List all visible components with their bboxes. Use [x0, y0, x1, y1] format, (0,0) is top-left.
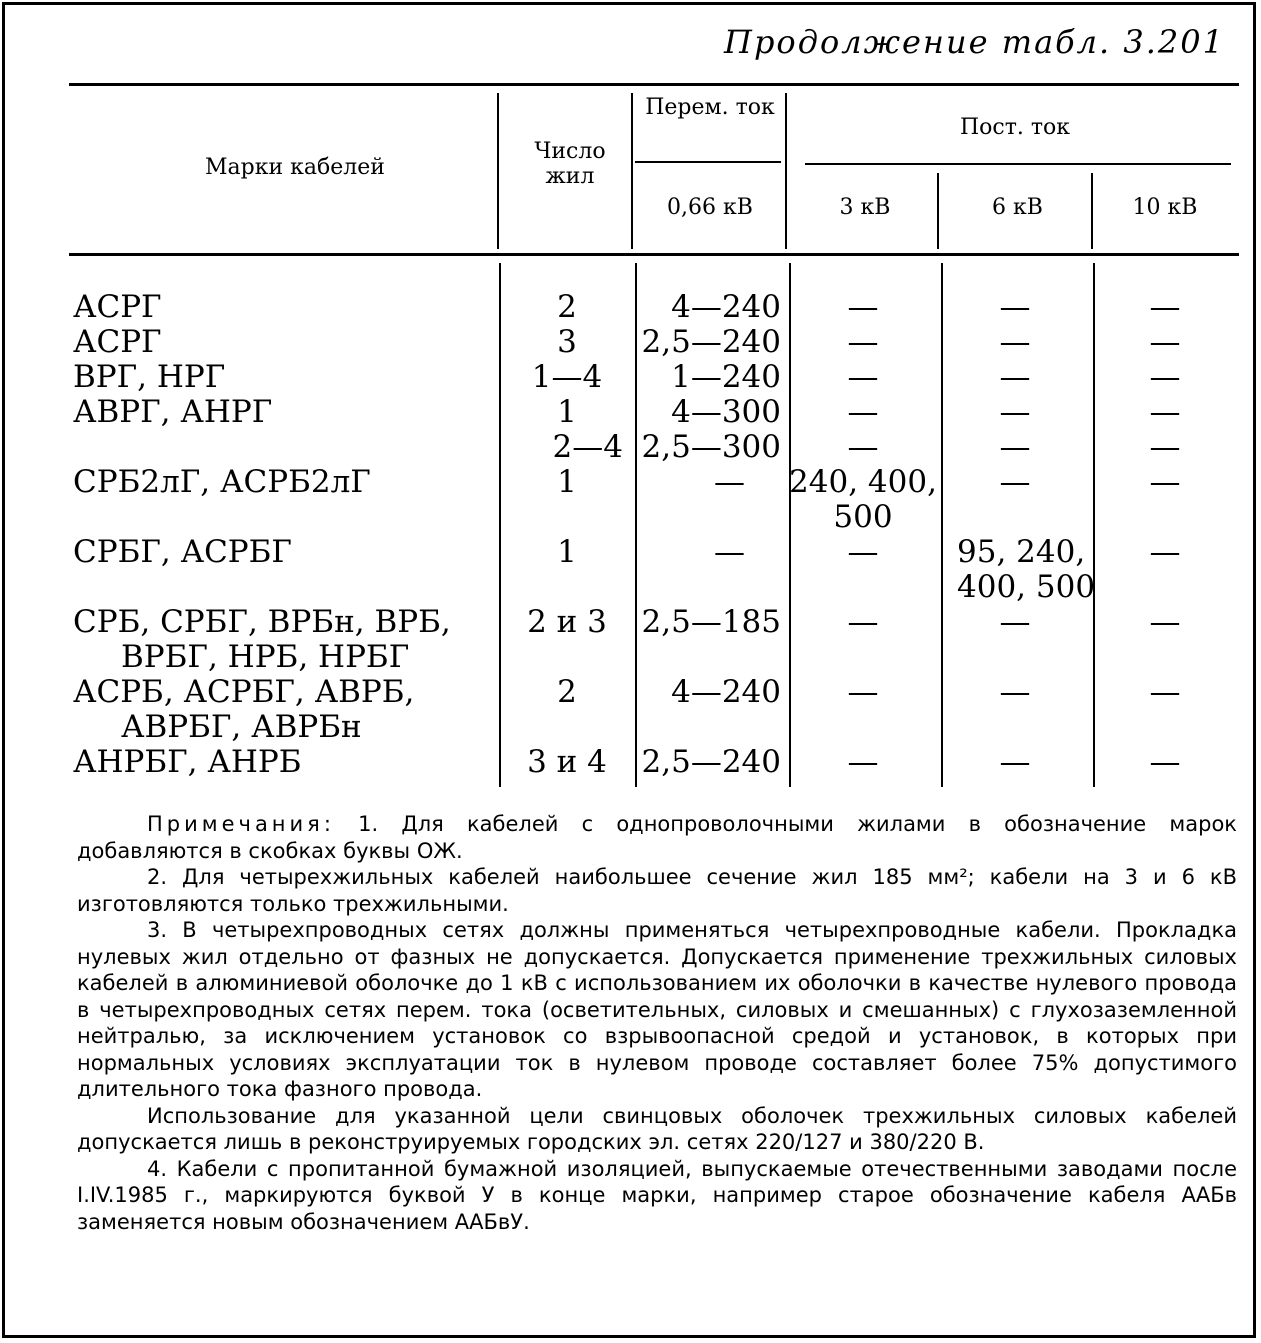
header-cores: Число жил — [534, 139, 606, 190]
dc3-cell: — — [847, 394, 879, 430]
cores-cell: 2—4 — [552, 429, 623, 465]
dc6-cell: — — [999, 429, 1031, 465]
dc3-cell: — — [847, 429, 879, 465]
table-row — [69, 395, 1239, 430]
cores-cell: 1 — [557, 464, 577, 500]
dc6-cell: — — [999, 464, 1031, 500]
table-top-rule — [69, 83, 1239, 86]
notes-section — [77, 811, 1237, 1235]
header-dc-10: 10 кВ — [1132, 195, 1198, 220]
dc6-cell-line2: 400, 500 — [957, 569, 1096, 605]
dc10-cell: — — [1149, 674, 1181, 710]
header-ac-066: 0,66 кВ — [667, 195, 753, 220]
brand-cell: АСРБ, АСРБГ, АВРБ, — [73, 674, 415, 710]
table-body — [69, 290, 1239, 780]
dc3-cell: — — [847, 674, 879, 710]
dc3-cell-line2: 500 — [833, 499, 893, 535]
cores-cell: 1—4 — [531, 359, 603, 395]
table-row — [69, 675, 1239, 745]
document-page — [2, 2, 1256, 1338]
header-ac-group: Перем. ток — [645, 95, 775, 120]
dc6-cell: — — [999, 394, 1031, 430]
table-row — [69, 290, 1239, 325]
dc3-cell: — — [847, 359, 879, 395]
dc6-cell: — — [999, 604, 1031, 640]
table-header-rule — [69, 253, 1239, 256]
header-brand: Марки кабелей — [205, 155, 385, 180]
header-dc-6: 6 кВ — [992, 195, 1043, 220]
dc10-cell: — — [1149, 744, 1181, 780]
dc3-cell: 240, 400, — [789, 464, 937, 500]
brand-cell-line2: АВРБГ, АВРБн — [121, 709, 362, 745]
dc10-cell: — — [1149, 464, 1181, 500]
brand-cell: АСРГ — [73, 324, 162, 360]
ac-cell: 2,5—240 — [641, 744, 781, 780]
header-vline-4 — [937, 173, 939, 249]
ac-cell: 2,5—185 — [641, 604, 781, 640]
ac-cell: 1—240 — [671, 359, 781, 395]
cores-cell: 2 и 3 — [527, 604, 607, 640]
dc3-cell: — — [847, 324, 879, 360]
header-vline-2 — [631, 93, 633, 249]
note-2: 2. Для четырехжильных кабелей наибольшее сечение жил 185 мм²; кабели на 3 и 6 кВ изготовляются только трехжильными. — [77, 865, 1237, 916]
ac-cell: 4—240 — [671, 289, 781, 325]
dc10-cell: — — [1149, 359, 1181, 395]
dc10-cell: — — [1149, 289, 1181, 325]
brand-cell: АНРБГ, АНРБ — [73, 744, 302, 780]
table-row — [69, 535, 1239, 605]
cores-cell: 3 и 4 — [527, 744, 607, 780]
ac-cell: — — [714, 534, 745, 570]
brand-cell-line2: ВРБГ, НРБ, НРБГ — [121, 639, 410, 675]
dc6-cell: — — [999, 324, 1031, 360]
note-3: 3. В четырехпроводных сетях должны применяться четырехпроводные кабели. Прокладка нулевых жил отдельно от фазных не допускается. Допускается применение трехжильных силовых кабелей в алюминиевой оболочке до 1 кВ с использованием их оболочки в качестве нулевого провода в четырехпроводных сетях перем. тока (осветительных, силовых и смешанных) с глухозаземленной нейтралью, за исключением установок со взрывоопасной средой и установок, в которых при нормальных условиях эксплуатации ток в нулевом проводе составляет более 75% допустимого длительного тока фазного провода. — [77, 918, 1237, 1101]
dc10-cell: — — [1149, 394, 1181, 430]
dc10-cell: — — [1149, 534, 1181, 570]
brand-cell: АСРГ — [73, 289, 162, 325]
table-row — [69, 465, 1239, 535]
ac-cell: — — [714, 464, 745, 500]
cores-cell: 1 — [557, 394, 577, 430]
cores-cell: 2 — [557, 289, 577, 325]
brand-cell — [73, 430, 501, 465]
header-hline-ac — [635, 161, 781, 163]
brand-cell: СРБ2лГ, АСРБ2лГ — [73, 464, 371, 500]
brand-cell: СРБ, СРБГ, ВРБн, ВРБ, — [73, 604, 451, 640]
brand-cell: АВРГ, АНРГ — [73, 394, 273, 430]
table-row — [69, 745, 1239, 780]
table-caption: Продолжение табл. 3.201 — [724, 23, 1225, 61]
dc6-cell: — — [999, 674, 1031, 710]
note-1-text: 1. Для кабелей с однопроволочными жилами в обозначение марок добавляются в скобках буквы ОЖ. — [77, 812, 1237, 863]
note-3-continued: Использование для указанной цели свинцовых оболочек трехжильных силовых кабелей допускается лишь в реконструируемых городских эл. сетях 220/127 и 380/220 В. — [77, 1103, 1237, 1154]
note-1 — [77, 811, 1237, 864]
ac-cell: 2,5—300 — [641, 429, 781, 465]
dc3-cell: — — [847, 289, 879, 325]
header-vline-5 — [1091, 173, 1093, 249]
header-dc-3: 3 кВ — [839, 195, 891, 220]
header-vline-3 — [785, 93, 787, 249]
ac-cell: 2,5—240 — [641, 324, 781, 360]
note-4: 4. Кабели с пропитанной бумажной изоляцией, выпускаемые отечественными заводами после I.IV.1985 г., маркируются буквой У в конце марки, например старое обозначение кабеля ААБв заменяется новым обозначением ААБвУ. — [77, 1156, 1237, 1234]
dc6-cell: — — [999, 289, 1031, 325]
dc6-cell: 95, 240, — [957, 534, 1086, 570]
brand-cell: ВРГ, НРГ — [73, 359, 226, 395]
dc3-cell: — — [847, 604, 879, 640]
table-row — [69, 430, 1239, 465]
header-hline-dc — [805, 163, 1231, 165]
dc10-cell: — — [1149, 324, 1181, 360]
ac-cell: 4—300 — [671, 394, 781, 430]
dc3-cell: — — [847, 744, 879, 780]
cores-cell: 1 — [557, 534, 577, 570]
dc10-cell: — — [1149, 429, 1181, 465]
header-dc-group: Пост. ток — [959, 115, 1071, 140]
table-row — [69, 325, 1239, 360]
dc10-cell: — — [1149, 604, 1181, 640]
brand-cell: СРБГ, АСРБГ — [73, 534, 292, 570]
table-row — [69, 605, 1239, 675]
dc6-cell: — — [999, 359, 1031, 395]
dc3-cell: — — [847, 534, 879, 570]
header-vline-1 — [497, 93, 499, 249]
cores-cell: 2 — [557, 674, 577, 710]
table-row — [69, 360, 1239, 395]
cores-cell: 3 — [557, 324, 577, 360]
ac-cell: 4—240 — [671, 674, 781, 710]
notes-heading: Примечания: — [147, 812, 335, 836]
dc6-cell: — — [999, 744, 1031, 780]
